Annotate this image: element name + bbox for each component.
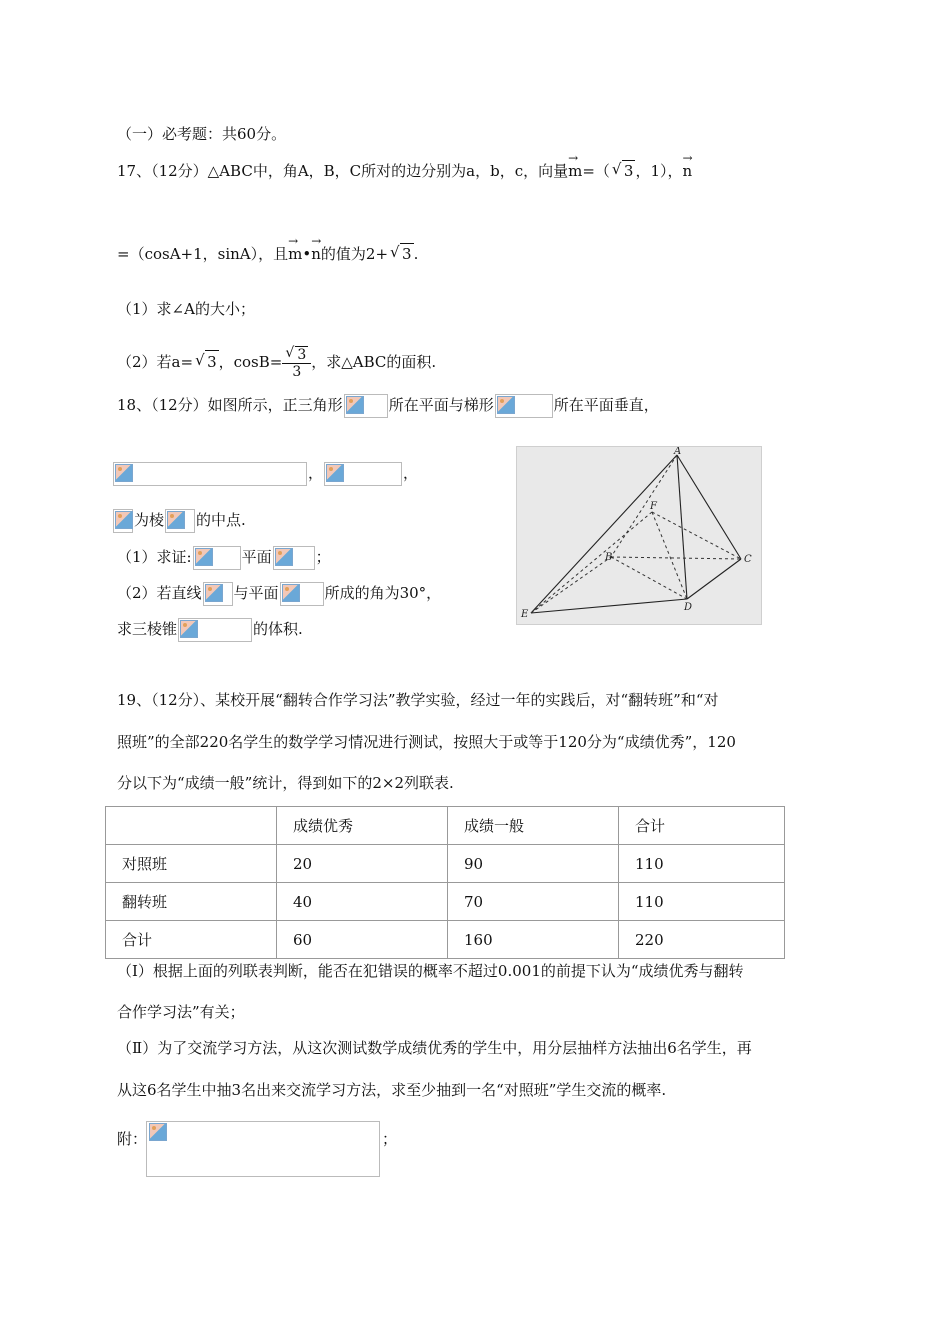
table-cell: 合计 — [106, 921, 277, 959]
q17-text: . — [413, 245, 419, 263]
broken-image-icon — [275, 548, 293, 566]
dot-operator: • — [302, 245, 312, 263]
broken-image-icon — [180, 620, 198, 638]
q17-text: 17、（12分）△ABC中，角A，B，C所对的边分别为a，b，c，向量 — [117, 162, 569, 180]
q19-line3: 分以下为“成绩一般”统计，得到如下的2×2列联表. — [117, 774, 454, 792]
sqrt-3: √ 3 — [295, 346, 308, 363]
q19-part1-line1: （Ⅰ）根据上面的列联表判断，能否在犯错误的概率不超过0.001的前提下认为“成绩优秀与翻转 — [117, 962, 744, 980]
q17-part2 — [117, 346, 436, 380]
table-cell: 90 — [448, 845, 619, 883]
table-cell: 70 — [448, 883, 619, 921]
q18-text: 为棱 — [134, 511, 165, 529]
q18-text: 18、（12分）如图所示，正三角形 — [117, 396, 343, 414]
formula-image-placeholder — [324, 462, 402, 486]
vector-m: → m — [288, 244, 302, 264]
section-title: （一）必考题：共60分。 — [117, 125, 287, 143]
formula-image-placeholder — [273, 546, 315, 570]
table-cell: 对照班 — [106, 845, 277, 883]
table-cell: 60 — [277, 921, 448, 959]
edge-AD — [677, 455, 687, 599]
table-cell: 110 — [619, 883, 785, 921]
formula-image-placeholder — [113, 509, 133, 533]
vector-n: → n — [311, 244, 321, 264]
broken-image-icon — [167, 511, 185, 529]
q18-text: （2）若直线 — [117, 584, 202, 602]
q19-line2: 照班”的全部220名学生的数学学习情况进行测试，按照大于或等于120分为“成绩优秀”，120 — [117, 733, 736, 751]
vertex-label-A: A — [674, 447, 682, 457]
q17-text: ，求△ABC的面积. — [311, 353, 437, 371]
formula-image-placeholder — [193, 546, 241, 570]
contingency-table — [105, 806, 785, 959]
vertex-label-C: C — [744, 554, 752, 565]
table-cell: 160 — [448, 921, 619, 959]
q18-text: 所在平面与梯形 — [388, 396, 494, 414]
vector-m: → m — [568, 161, 582, 181]
sqrt-3: √ 3 — [205, 350, 219, 373]
table-header-row — [106, 807, 785, 845]
table-cell: 翻转班 — [106, 883, 277, 921]
q18-text: （1）求证: — [117, 548, 192, 566]
q18-part2 — [117, 581, 441, 606]
q18-text: 所成的角为30°， — [324, 584, 442, 602]
appendix-end: ； — [382, 1130, 398, 1148]
q18-text: 平面 — [241, 548, 272, 566]
formula-image-placeholder — [113, 462, 307, 486]
q18-text: 的中点. — [196, 511, 246, 529]
broken-image-icon — [149, 1123, 167, 1141]
formula-image-placeholder — [495, 394, 553, 418]
q17-text: ，cosB= — [218, 353, 283, 371]
table-cell: 220 — [619, 921, 785, 959]
q17-text: （2）若a= — [117, 353, 194, 371]
vertex-label-F: F — [650, 501, 657, 512]
q17-text: 的值为2+ — [320, 245, 389, 263]
vertex-label-D: D — [684, 602, 693, 613]
table-header-cell — [106, 807, 277, 845]
vertex-label-E: E — [521, 609, 529, 620]
sqrt-3: √ 3 — [622, 160, 636, 181]
q18-comma: ， — [403, 464, 419, 482]
edge-AE — [531, 455, 677, 613]
fraction-sqrt3-over-3 — [282, 346, 311, 380]
edge-EB — [531, 557, 611, 613]
pyramid-diagram — [517, 447, 761, 624]
q18-text: 与平面 — [233, 584, 279, 602]
q19-line1: 19、（12分）、某校开展“翻转合作学习法”教学实验，经过一年的实践后，对“翻转班”和“对 — [117, 691, 719, 709]
broken-image-icon — [497, 396, 515, 414]
broken-image-icon — [115, 464, 133, 482]
q17-text: =（ — [582, 162, 610, 180]
table-cell: 110 — [619, 845, 785, 883]
appendix-label: 附： — [117, 1130, 148, 1148]
broken-image-icon — [346, 396, 364, 414]
sqrt-3: √ 3 — [400, 243, 414, 264]
edge-AB — [611, 455, 677, 557]
appendix-formula-placeholder — [146, 1121, 380, 1177]
broken-image-icon — [205, 584, 223, 602]
table-header-cell: 合计 — [619, 807, 785, 845]
formula-image-placeholder — [148, 1122, 166, 1140]
q18-comma: ， — [308, 464, 324, 482]
q18-part2-cont — [117, 617, 303, 642]
q18-part1 — [117, 545, 331, 570]
broken-image-icon — [282, 584, 300, 602]
q18-line3 — [112, 508, 246, 533]
q17-line2 — [117, 243, 418, 264]
broken-image-icon — [115, 511, 133, 529]
formula-image-placeholder — [280, 582, 324, 606]
table-row — [106, 921, 785, 959]
q19-part2-line1: （Ⅱ）为了交流学习方法，从这次测试数学成绩优秀的学生中，用分层抽样方法抽出6名学生，再 — [117, 1039, 752, 1057]
formula-image-placeholder — [344, 394, 388, 418]
fraction-denominator: 3 — [292, 364, 302, 380]
q18-text: 求三棱锥 — [117, 620, 178, 638]
broken-image-icon — [326, 464, 344, 482]
q17-text: ，1）， — [635, 162, 683, 180]
vertex-label-B: B — [605, 552, 613, 563]
q17-part1: （1）求∠A的大小； — [117, 300, 255, 318]
table-cell: 40 — [277, 883, 448, 921]
table-row — [106, 883, 785, 921]
geometry-figure — [516, 446, 762, 625]
q18-text: ； — [315, 548, 331, 566]
q18-line1 — [117, 393, 659, 418]
table-header-cell: 成绩一般 — [448, 807, 619, 845]
table-row — [106, 845, 785, 883]
q18-line2 — [112, 460, 418, 486]
edge-DC — [687, 559, 741, 599]
formula-image-placeholder — [165, 509, 195, 533]
q19-part1-line2: 合作学习法”有关； — [117, 1003, 245, 1021]
table-cell: 20 — [277, 845, 448, 883]
table-header-cell: 成绩优秀 — [277, 807, 448, 845]
edge-ED — [531, 599, 687, 613]
q17-text: =（cosA+1，sinA），且 — [117, 245, 289, 263]
edge-FE — [531, 512, 652, 613]
q19-part2-line2: 从这6名学生中抽3名出来交流学习方法，求至少抽到一名“对照班”学生交流的概率. — [117, 1081, 667, 1099]
edge-FC — [652, 512, 741, 559]
q17-line1 — [117, 160, 692, 181]
broken-image-icon — [195, 548, 213, 566]
vector-n: → n — [683, 161, 693, 181]
edge-AC — [677, 455, 741, 559]
formula-image-placeholder — [178, 618, 252, 642]
q18-text: 所在平面垂直， — [553, 396, 659, 414]
edge-BC — [611, 557, 741, 559]
q18-text: 的体积. — [253, 620, 303, 638]
formula-image-placeholder — [203, 582, 233, 606]
edge-BD — [611, 557, 687, 599]
